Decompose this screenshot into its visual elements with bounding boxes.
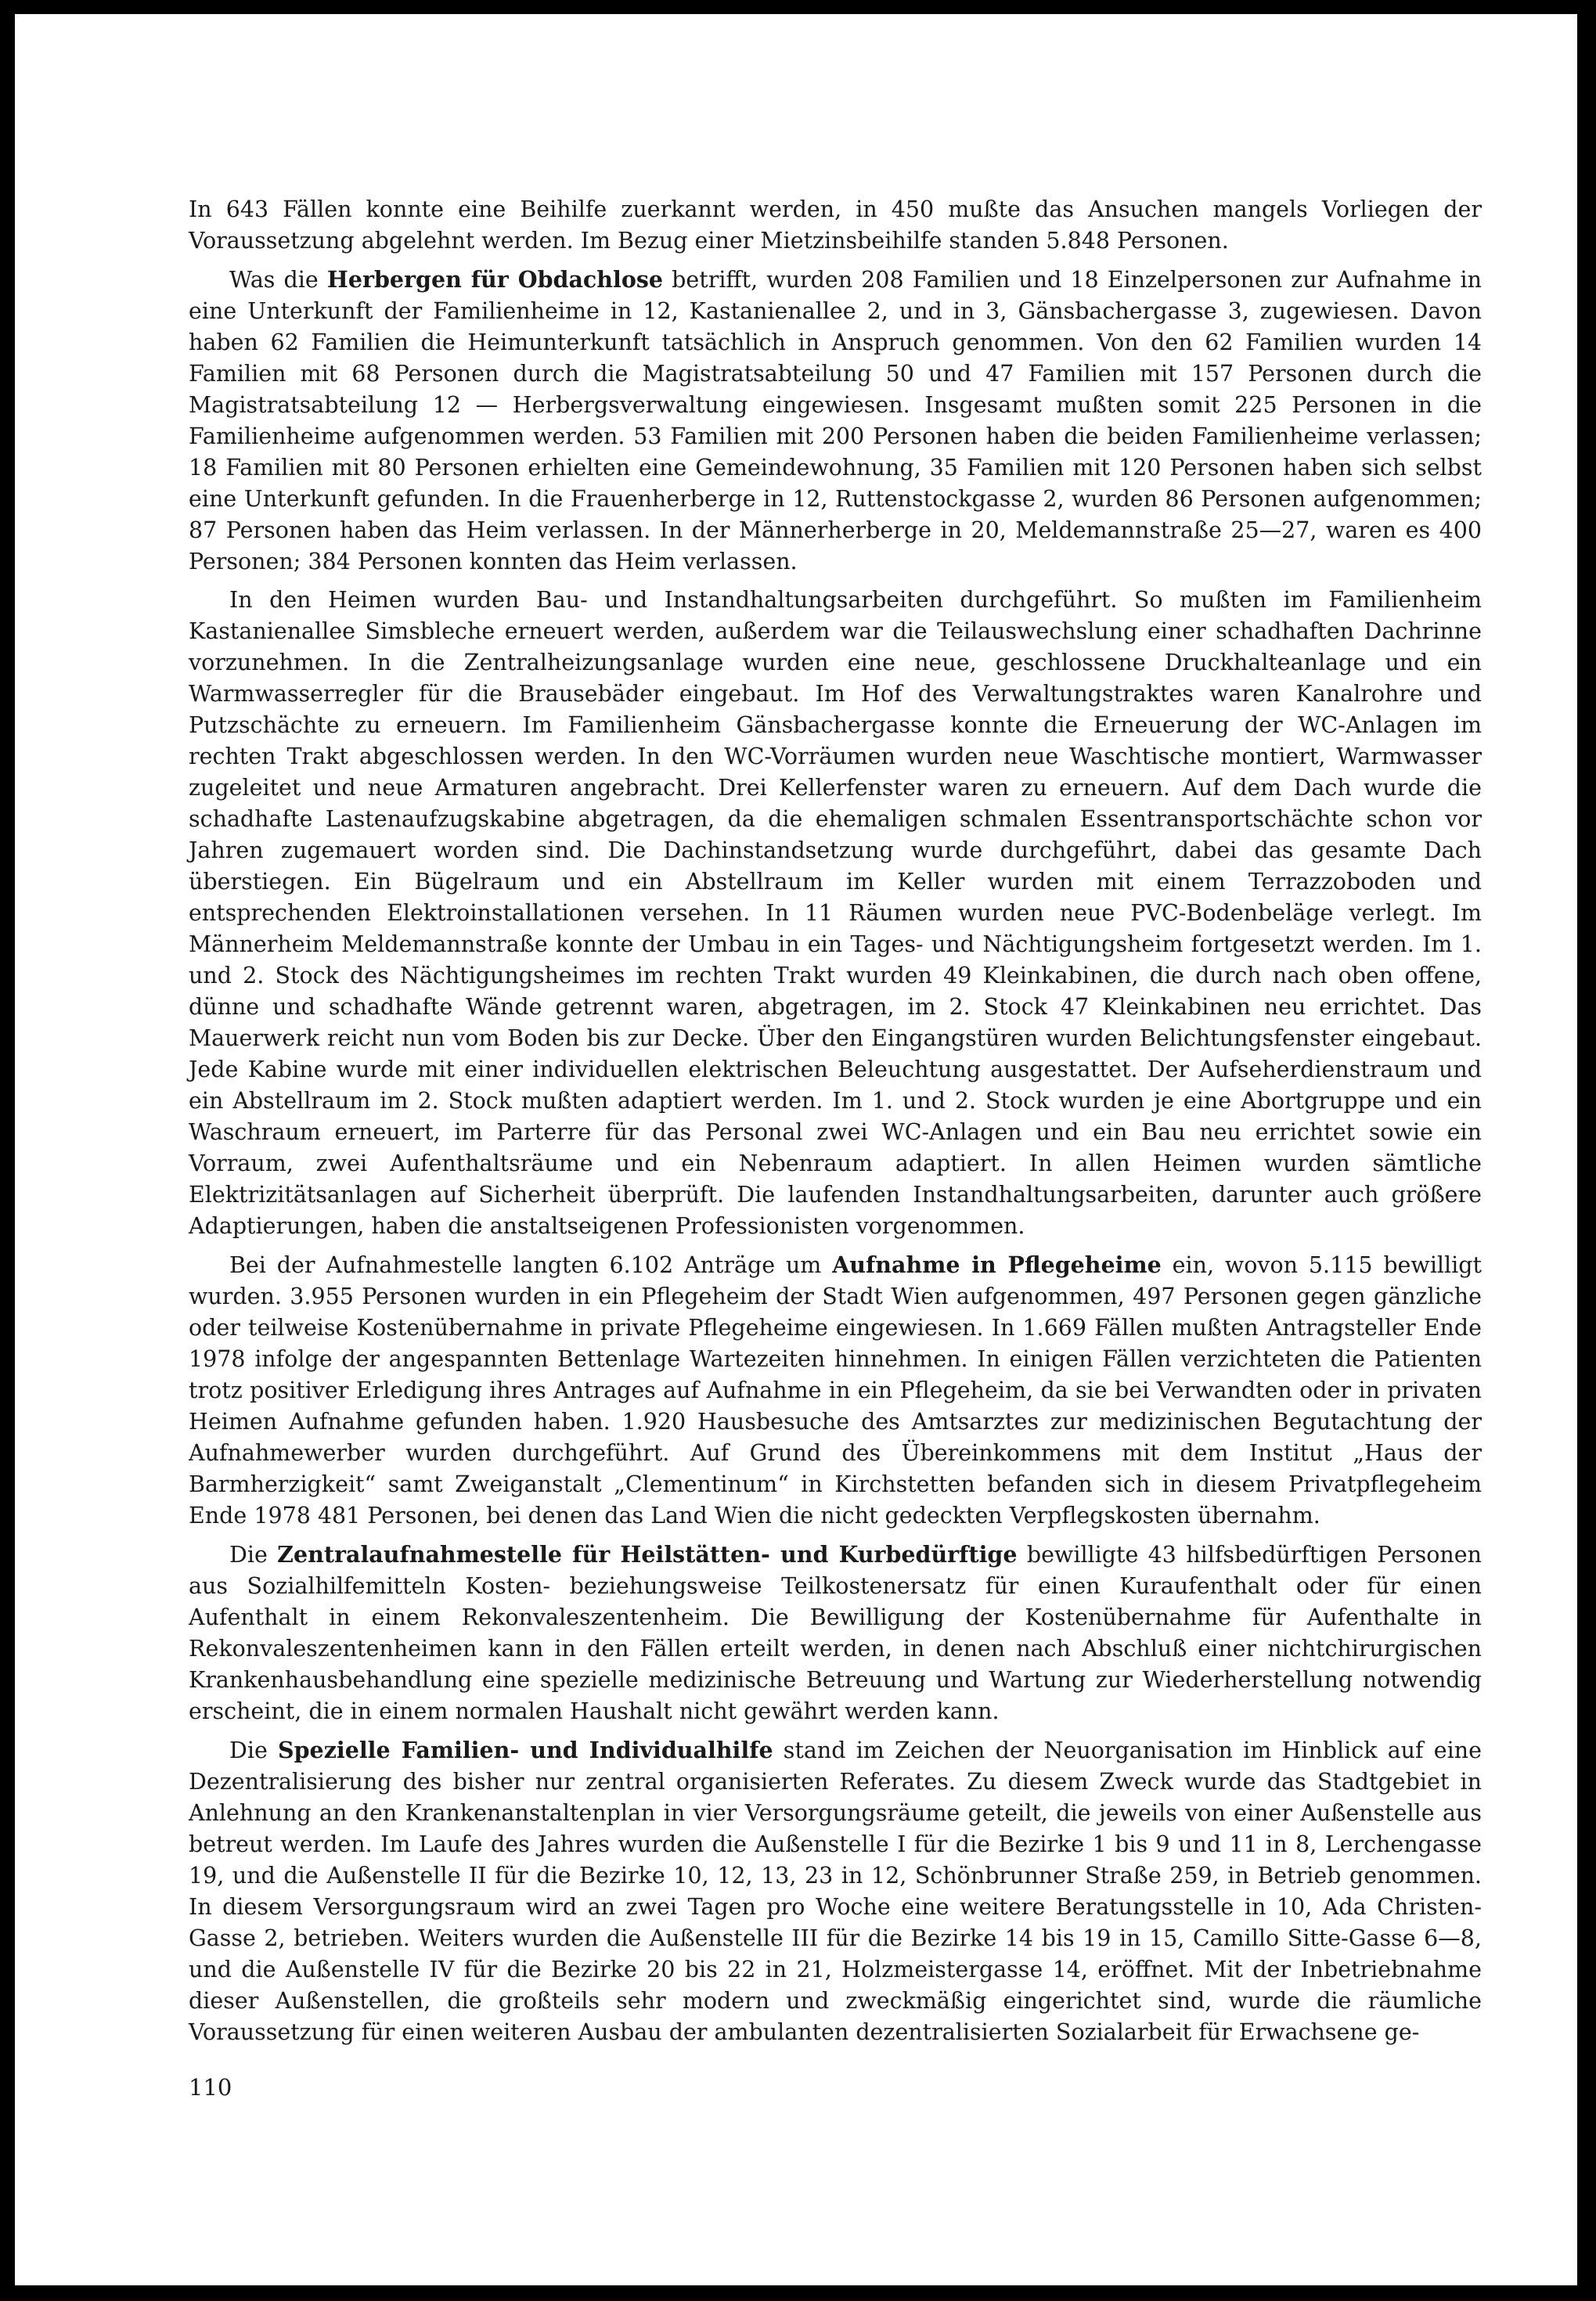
section-term-zentralaufnahmestelle: Zentralaufnahmestelle für Heilstätten- und Kurbedürftige bbox=[277, 1541, 1018, 1568]
section-term-pflegeheime: Aufnahme in Pflegeheime bbox=[832, 1251, 1162, 1278]
paragraph-text: bewilligte 43 hilfsbedürftigen Personen aus Sozialhilfemitteln Kosten- beziehungsweise Teilkostenersatz für einen Kuraufenthalt oder für einen Aufenthalt in einem Rekonvaleszentenheim. Die Bewilligung der Kostenübernahme für Aufenthalte in Rekonvaleszentenheimen kann in den Fällen erteilt werden, in denen nach Abschluß einer nichtchirurgischen Krankenhausbehandlung eine spezielle medizinische Betreuung und Wartung zur Wiederherstellung notwendig erscheint, die in einem normalen Haushalt nicht gewährt werden kann. bbox=[189, 1542, 1483, 1724]
paragraph-lead: Bei der Aufnahmestelle langten 6.102 Anträge um bbox=[229, 1252, 833, 1278]
paragraph-familienhilfe bbox=[189, 1734, 1482, 2048]
paragraph-lead: Die bbox=[229, 1542, 278, 1568]
paragraph-text: In 643 Fällen konnte eine Beihilfe zuerkannt werden, in 450 mußte das Ansuchen mangels Vorliegen der Voraussetzung abgelehnt werden. Im Bezug einer Mietzinsbeihilfe standen 5.848 Personen. bbox=[189, 196, 1482, 254]
paragraph-herbergen bbox=[189, 264, 1482, 578]
paragraph-text: stand im Zeichen der Neuorganisation im Hinblick auf eine Dezentralisierung des bisher nur zentral organisierten Referates. Zu diesem Zweck wurde das Stadtgebiet in Anlehnung an den Krankenanstaltenplan in vier Versorgungsräume geteilt, die jeweils von einer Außenstelle aus betreut werden. Im Laufe des Jahres wurden die Außenstelle I für die Bezirke 1 bis 9 und 11 in 8, Lerchengasse 19, und die Außenstelle II für die Bezirke 10, 12, 13, 23 in 12, Schönbrunner Straße 259, in Betrieb genommen. In diesem Versorgungsraum wird an zwei Tagen pro Woche eine weitere Beratungsstelle in 10, Ada Christen-Gasse 2, betrieben. Weiters wurden die Außenstelle III für die Bezirke 14 bis 19 in 15, Camillo Sitte-Gasse 6—8, und die Außenstelle IV für die Bezirke 20 bis 22 in 21, Holzmeistergasse 14, eröffnet. Mit der Inbetriebnahme dieser Außenstellen, die großteils sehr modern und zweckmäßig eingerichtet sind, wurde die räumliche Voraussetzung für einen weiteren Ausbau der ambulanten dezentralisierten Sozialarbeit für Erwachsene ge- bbox=[189, 1737, 1483, 2045]
paragraph-pflegeheime bbox=[189, 1249, 1482, 1532]
paragraph-text: ein, wovon 5.115 bewilligt wurden. 3.955 Personen wurden in ein Pflegeheim der Stadt Wien aufgenommen, 497 Personen gegen gänzliche oder teilweise Kostenübernahme in private Pflegeheime eingewiesen. In 1.669 Fällen mußten Antragsteller Ende 1978 infolge der angespannten Bettenlage Wartezeiten hinnehmen. In einigen Fällen verzichteten die Patienten trotz positiver Erledigung ihres Antrages auf Aufnahme in ein Pflegeheim, da sie bei Verwandten oder in privaten Heimen Aufnahme gefunden haben. 1.920 Hausbesuche des Amtsarztes zur medizinischen Begutachtung der Aufnahmewerber wurden durchgeführt. Auf Grund des Übereinkommens mit dem Institut „Haus der Barmherzigkeit“ samt Zweiganstalt „Clementinum“ in Kirchstetten befanden sich in diesem Privatpflegeheim Ende 1978 481 Personen, bei denen das Land Wien die nicht gedeckten Verpflegskosten übernahm. bbox=[189, 1252, 1482, 1529]
body-text bbox=[189, 194, 1482, 2055]
paragraph-lead: Die bbox=[229, 1737, 279, 1763]
page-number: 110 bbox=[189, 2074, 232, 2101]
paragraph-heime-bauarbeiten bbox=[189, 585, 1482, 1242]
document-page bbox=[15, 14, 1577, 2285]
paragraph-text: betrifft, wurden 208 Familien und 18 Einzelpersonen zur Aufnahme in eine Unterkunft der Familienheime in 12, Kastanienallee 2, und in 3, Gänsbachergasse 3, zugewiesen. Davon haben 62 Familien die Heimunterkunft tatsächlich in Anspruch genommen. Von den 62 Familien wurden 14 Familien mit 68 Personen durch die Magistratsabteilung 50 und 47 Familien mit 157 Personen durch die Magistratsabteilung 12 — Herbergsverwaltung eingewiesen. Insgesamt mußten somit 225 Personen in die Familienheime aufgenommen werden. 53 Familien mit 200 Personen haben die beiden Familienheime verlassen; 18 Familien mit 80 Personen erhielten eine Gemeindewohnung, 35 Familien mit 120 Personen haben sich selbst eine Unterkunft gefunden. In die Frauenherberge in 12, Ruttenstockgasse 2, wurden 86 Personen aufgenommen; 87 Personen haben das Heim verlassen. In der Männerherberge in 20, Meldemannstraße 25—27, waren es 400 Personen; 384 Personen konnten das Heim verlassen. bbox=[189, 267, 1482, 574]
section-term-familienhilfe: Spezielle Familien- und Individualhilfe bbox=[278, 1737, 773, 1763]
paragraph-zentralaufnahmestelle bbox=[189, 1539, 1482, 1727]
paragraph-lead: Was die bbox=[229, 267, 327, 293]
paragraph-text: In den Heimen wurden Bau- und Instandhaltungsarbeiten durchgeführt. So mußten im Familienheim Kastanienallee Simsbleche erneuert werden, außerdem war die Teilauswechslung einer schadhaften Dachrinne vorzunehmen. In die Zentralheizungsanlage wurden eine neue, geschlossene Druckhalteanlage und ein Warmwasserregler für die Brausebäder eingebaut. Im Hof des Verwaltungstraktes waren Kanalrohre und Putzschächte zu erneuern. Im Familienheim Gänsbachergasse konnte die Erneuerung der WC-Anlagen im rechten Trakt abgeschlossen werden. In den WC-Vorräumen wurden neue Waschtische montiert, Warmwasser zugeleitet und neue Armaturen angebracht. Drei Kellerfenster waren zu erneuern. Auf dem Dach wurde die schadhafte Lastenaufzugskabine abgetragen, da die ehemaligen schmalen Essentransportschächte schon vor Jahren zugemauert worden sind. Die Dachinstandsetzung wurde durchgeführt, dabei das gesamte Dach überstiegen. Ein Bügelraum und ein Abstellraum im Keller wurden mit einem Terrazzoboden und entsprechenden Elektroinstallationen versehen. In 11 Räumen wurden neue PVC-Bodenbeläge verlegt. Im Männerheim Meldemannstraße konnte der Umbau in ein Tages- und Nächtigungsheim fortgesetzt werden. Im 1. und 2. Stock des Nächtigungsheimes im rechten Trakt wurden 49 Kleinkabinen, die durch nach oben offene, dünne und schadhafte Wände getrennt waren, abgetragen, im 2. Stock 47 Kleinkabinen neu errichtet. Das Mauerwerk reicht nun vom Boden bis zur Decke. Über den Eingangstüren wurden Belichtungsfenster eingebaut. Jede Kabine wurde mit einer individuellen elektrischen Beleuchtung ausgestattet. Der Aufseherdienstraum und ein Abstellraum im 2. Stock mußten adaptiert werden. Im 1. und 2. Stock wurden je eine Abortgruppe und ein Waschraum erneuert, im Parterre für das Personal zwei WC-Anlagen und ein Bau neu errichtet sowie ein Vorraum, zwei Aufenthaltsräume und ein Nebenraum adaptiert. In allen Heimen wurden sämtliche Elektrizitätsanlagen auf Sicherheit überprüft. Die laufenden Instandhaltungsarbeiten, darunter auch größere Adaptierungen, haben die anstaltseigenen Professionisten vorgenommen. bbox=[189, 587, 1482, 1239]
section-term-herbergen: Herbergen für Obdachlose bbox=[326, 266, 664, 293]
paragraph-beihilfe bbox=[189, 194, 1482, 257]
